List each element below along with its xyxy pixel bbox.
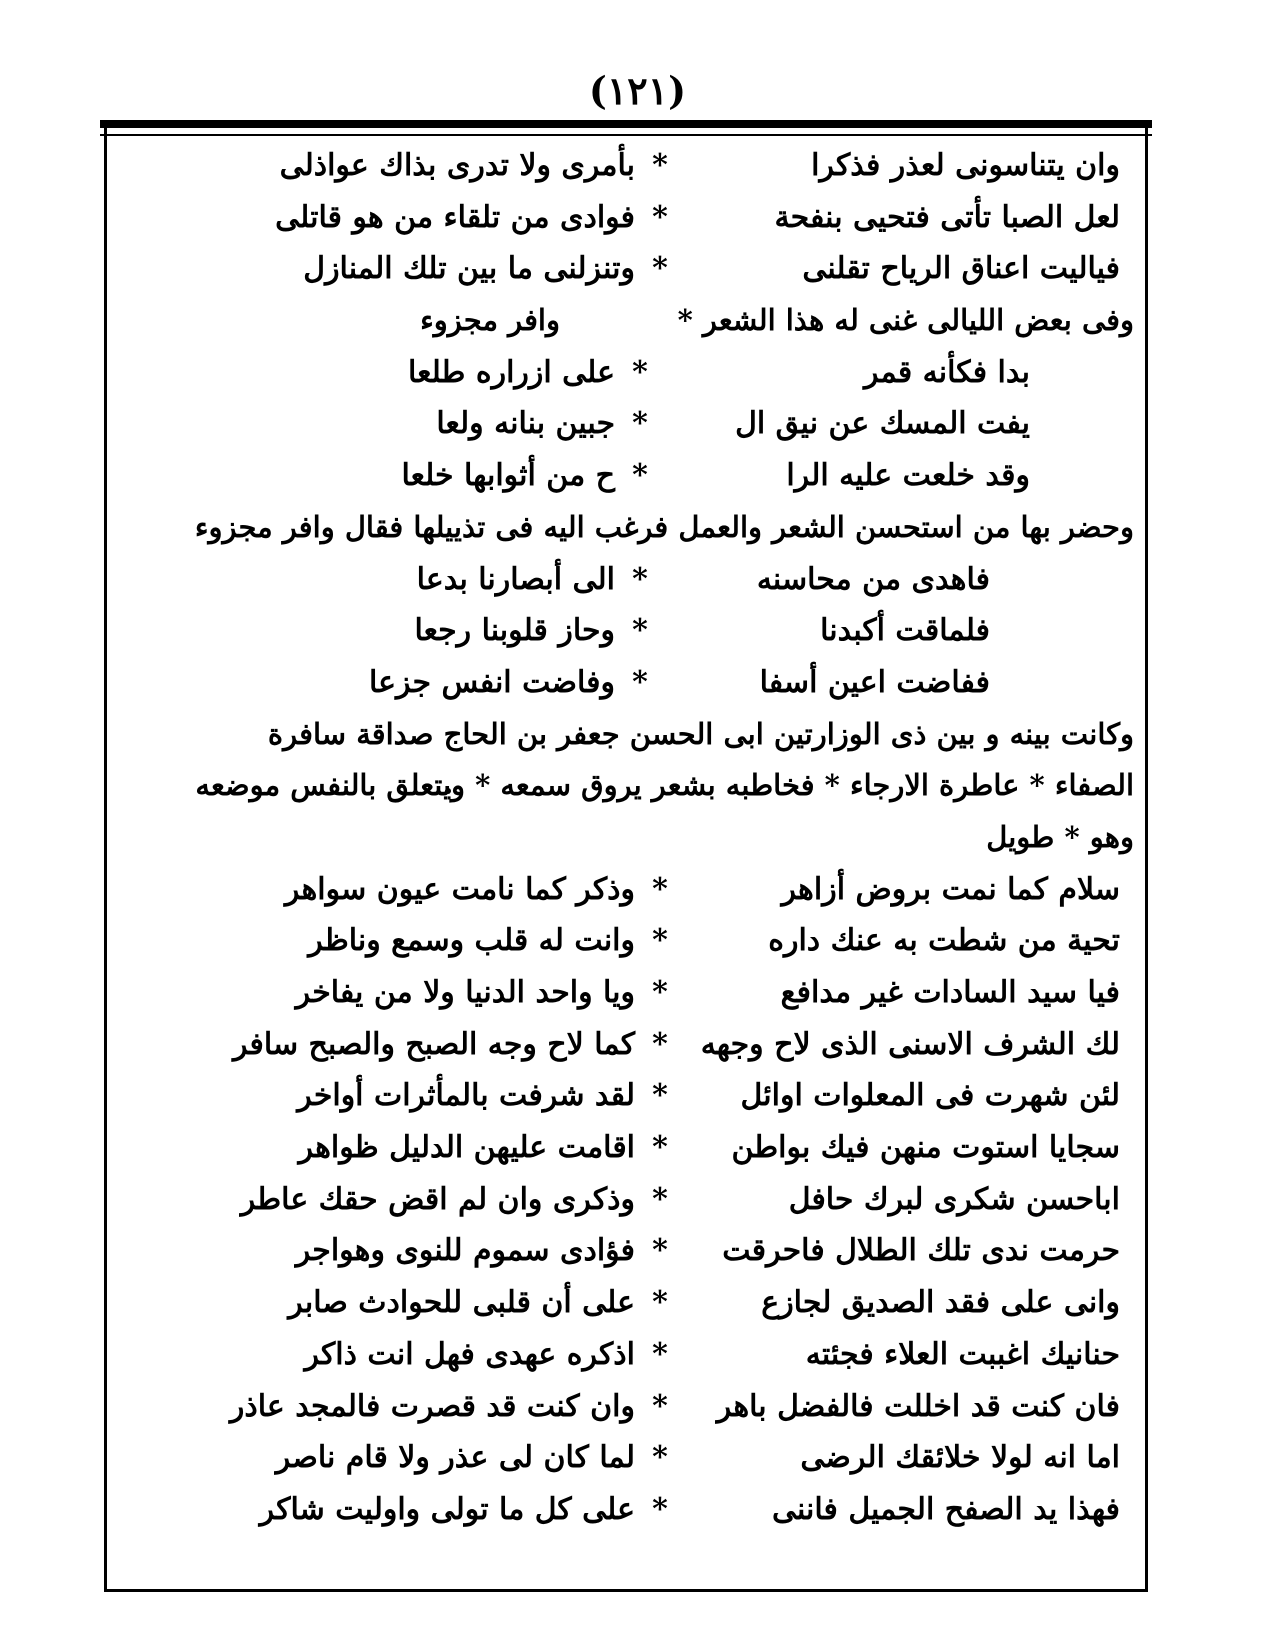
hemistich-first: فهذا يد الصفح الجميل فاننى <box>771 1491 1120 1527</box>
hemistich-second: لقد شرفت بالمأثرات أواخر <box>297 1078 635 1114</box>
verse-separator: * <box>632 458 648 494</box>
verse-line <box>112 398 1140 450</box>
verse-line <box>112 1277 1140 1329</box>
hemistich-first: فان كنت قد اخللت فالفضل باهر <box>716 1388 1120 1424</box>
verse-line <box>112 1225 1140 1277</box>
verse-line <box>112 967 1140 1019</box>
hemistich-first: فيا سيد السادات غير مدافع <box>780 975 1120 1010</box>
hemistich-first: بدا فكأنه قمر <box>863 354 1030 390</box>
prose-text: وفى بعض الليالى غنى له هذا الشعر * <box>677 303 1134 338</box>
hemistich-first: تحية من شطت به عنك داره <box>768 923 1120 959</box>
verse-separator: * <box>652 251 668 287</box>
hemistich-first: لئن شهرت فى المعلوات اوائل <box>740 1078 1120 1114</box>
verse-separator: * <box>652 1388 668 1424</box>
verse-line <box>112 1019 1140 1071</box>
verse-line <box>112 1070 1140 1122</box>
hemistich-second: على أن قلبى للحوادث صابر <box>288 1285 635 1321</box>
prose-line <box>112 709 1140 761</box>
verse-separator: * <box>652 1491 668 1527</box>
hemistich-second: اذكره عهدى فهل انت ذاكر <box>304 1336 635 1372</box>
verse-separator: * <box>632 354 648 390</box>
hemistich-first: سلام كما نمت بروض أزاهر <box>781 871 1120 907</box>
verse-separator: * <box>652 1440 668 1476</box>
verse-line <box>112 554 1140 606</box>
verse-separator: * <box>632 561 648 597</box>
prose-line <box>112 502 1140 554</box>
hemistich-second: وفاضت انفس جزعا <box>368 664 615 700</box>
hemistich-first: وقد خلعت عليه الرا <box>786 458 1030 494</box>
verse-line <box>112 1174 1140 1226</box>
hemistich-second: جبين بنانه ولعا <box>436 406 615 442</box>
verse-line <box>112 1329 1140 1381</box>
prose-text: وكانت بينه و بين ذى الوزارتين ابى الحسن جعفر بن الحاج صداقة سافرة <box>267 716 1134 751</box>
verse-line <box>112 192 1140 244</box>
verse-separator: * <box>652 1026 668 1062</box>
meter-label: وافر مجزوء <box>420 303 560 338</box>
hemistich-second: لما كان لى عذر ولا قام ناصر <box>275 1440 635 1476</box>
hemistich-second: ح من أثوابها خلعا <box>401 458 615 494</box>
verse-line <box>112 450 1140 502</box>
hemistich-first: لك الشرف الاسنى الذى لاح وجهه <box>700 1026 1120 1062</box>
prose-text: وهو * طويل <box>986 819 1134 854</box>
prose-line <box>112 295 1140 347</box>
hemistich-second: فؤادى سموم للنوى وهواجر <box>295 1233 635 1269</box>
verse-line <box>112 605 1140 657</box>
hemistich-first: فياليت اعناق الرياح تقلنى <box>802 251 1120 287</box>
hemistich-second: بأمرى ولا تدرى بذاك عواذلى <box>279 148 635 183</box>
verse-separator: * <box>652 1233 668 1269</box>
hemistich-second: وتنزلنى ما بين تلك المنازل <box>303 251 635 287</box>
hemistich-second: وان كنت قد قصرت فالمجد عاذر <box>229 1388 635 1424</box>
verse-line <box>112 1381 1140 1433</box>
verse-separator: * <box>652 1130 668 1166</box>
prose-text: وحضر بها من استحسن الشعر والعمل فرغب اليه فى تذييلها فقال وافر مجزوء <box>194 509 1134 544</box>
verse-line <box>112 1432 1140 1484</box>
hemistich-second: ويا واحد الدنيا ولا من يفاخر <box>295 975 635 1010</box>
verse-separator: * <box>652 199 668 235</box>
hemistich-first: حرمت ندى تلك الطلال فاحرقت <box>722 1233 1120 1269</box>
verse-separator: * <box>652 1336 668 1372</box>
hemistich-second: وحاز قلوبنا رجعا <box>414 613 615 649</box>
hemistich-second: وانت له قلب وسمع وناظر <box>308 923 635 959</box>
hemistich-first: اباحسن شكرى لبرك حافل <box>788 1181 1120 1217</box>
hemistich-second: فوادى من تلقاء من هو قاتلى <box>275 199 635 235</box>
hemistich-first: وان يتناسونى لعذر فذكرا <box>811 148 1120 183</box>
verse-line <box>112 140 1140 192</box>
verse-line <box>112 347 1140 399</box>
verse-line <box>112 1122 1140 1174</box>
hemistich-second: على ازراره طلعا <box>408 354 615 390</box>
verse-separator: * <box>652 148 668 183</box>
verse-line <box>112 1484 1140 1536</box>
verse-separator: * <box>652 975 668 1010</box>
verse-line <box>112 915 1140 967</box>
verse-separator: * <box>632 406 648 442</box>
verse-separator: * <box>652 1181 668 1217</box>
text-body <box>112 140 1140 1536</box>
verse-line <box>112 657 1140 709</box>
hemistich-first: وانى على فقد الصديق لجازع <box>761 1285 1120 1321</box>
hemistich-second: الى أبصارنا بدعا <box>416 561 615 597</box>
hemistich-second: وذكرى وان لم اقض حقك عاطر <box>240 1181 635 1217</box>
page-number: (١٢١) <box>588 68 687 113</box>
hemistich-first: فاهدى من محاسنه <box>756 561 990 597</box>
hemistich-first: حنانيك اغببت العلاء فجئته <box>805 1336 1120 1372</box>
hemistich-first: يفت المسك عن نيق ال <box>735 406 1030 442</box>
hemistich-second: على كل ما تولى واوليت شاكر <box>259 1491 635 1527</box>
hemistich-first: سجايا استوت منهن فيك بواطن <box>731 1130 1120 1166</box>
hemistich-first: ففاضت اعين أسفا <box>759 664 990 700</box>
hemistich-second: وذكر كما نامت عيون سواهر <box>284 871 635 907</box>
prose-line <box>112 760 1140 812</box>
hemistich-second: اقامت عليهن الدليل ظواهر <box>298 1130 635 1166</box>
hemistich-first: اما انه لولا خلائقك الرضى <box>800 1440 1120 1476</box>
verse-separator: * <box>652 871 668 907</box>
hemistich-first: لعل الصبا تأتى فتحيى بنفحة <box>774 199 1120 235</box>
verse-separator: * <box>652 923 668 959</box>
verse-line <box>112 243 1140 295</box>
hemistich-second: كما لاح وجه الصبح والصبح سافر <box>232 1026 635 1062</box>
verse-separator: * <box>652 1285 668 1321</box>
verse-separator: * <box>632 664 648 700</box>
hemistich-first: فلماقت أكبدنا <box>820 613 990 649</box>
prose-line <box>112 812 1140 864</box>
verse-separator: * <box>632 613 648 649</box>
verse-line <box>112 864 1140 916</box>
prose-text: الصفاء * عاطرة الارجاء * فخاطبه بشعر يروق سمعه * ويتعلق بالنفس موضعه <box>195 768 1134 803</box>
verse-separator: * <box>652 1078 668 1114</box>
